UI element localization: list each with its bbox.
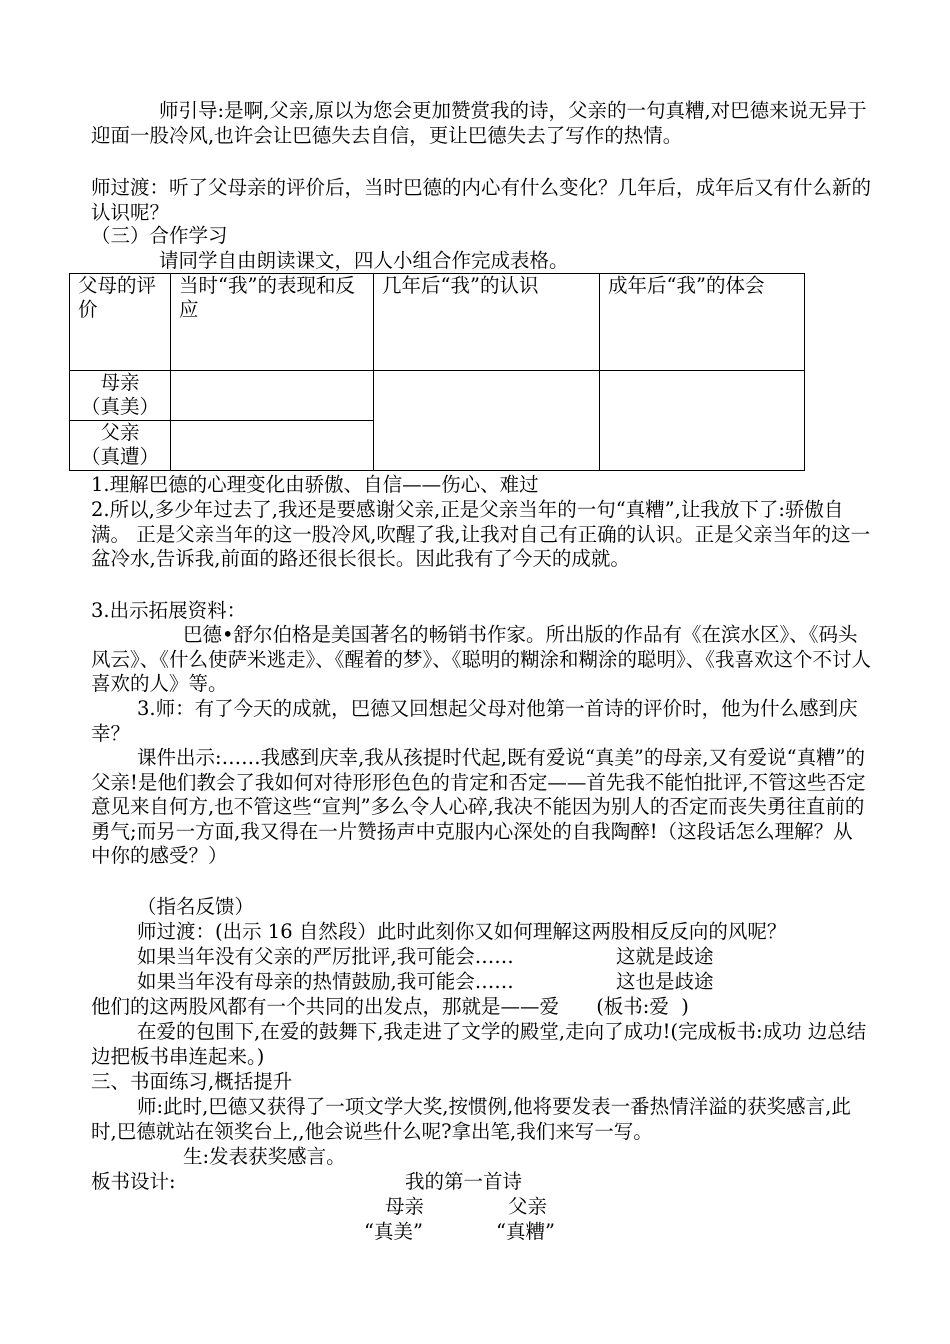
- board-title: 我的第一首诗: [405, 1170, 523, 1193]
- paragraph-point-1: 1.理解巴德的心理变化由骄傲、自信——伤心、难过: [91, 473, 539, 496]
- board-father: 父亲: [508, 1195, 548, 1218]
- board-mother: 母亲: [385, 1195, 425, 1218]
- row-label-line: 父亲: [100, 421, 140, 444]
- row-label-line: （真美）: [80, 395, 159, 418]
- text-wrong-path-2: 这也是歧途: [616, 970, 714, 993]
- table-row: [70, 371, 805, 421]
- paragraph-extension-material: 巴德•舒尔伯格是美国著名的畅销书作家。所出版的作品有《在滨水区》、《码头风云》、《什么使萨米逃走》、《醒着的梦》、《聪明的糊涂和糊涂的聪明》、《我喜欢这个不讨人喜欢的人》等。: [91, 623, 872, 695]
- row-label-line: 母亲: [100, 371, 140, 394]
- board-father-word: “真糟”: [496, 1220, 555, 1243]
- paragraph-student-task: 生:发表获奖感言。: [183, 1145, 346, 1168]
- row-label-line: （真遭）: [80, 445, 159, 468]
- table-cell: [600, 371, 805, 471]
- paragraph-teacher-question: 3.师：有了今天的成就，巴德又回想起父母对他第一首诗的评价时，他为什么感到庆幸？: [91, 697, 858, 745]
- paragraph-point-2: 2.所以,多少年过去了,我还是要感谢父亲,正是父亲当年的一句“真糟”,让我放下了:骄傲自满。 正是父亲当年的这一股冷风,吹醒了我,让我对自己有正确的认识。正是父亲当年的这一盆冷水,告诉我,前面的路还很长很长。因此我有了今天的成就。: [91, 498, 871, 570]
- paragraph-transition-2: 师过渡：(出示 16 自然段）此时此刻你又如何理解这两股相反反向的风呢？: [137, 920, 787, 943]
- paragraph-point-3: 3.出示拓展资料：: [91, 599, 247, 622]
- text-wrong-path-1: 这就是歧途: [616, 945, 714, 968]
- table-cell: [374, 371, 600, 471]
- table-cell: [171, 371, 374, 421]
- row-label-mother: [70, 371, 171, 421]
- section-heading-written-practice: 三、书面练习,概括提升: [91, 1070, 293, 1093]
- table-header-cell: 当时“我”的表现和反应: [171, 274, 374, 371]
- paragraph-love: 他们的这两股风都有一个共同的出发点，那就是——爱 (板书:爱 ): [91, 995, 689, 1018]
- paragraph-transition: 师过渡：听了父母亲的评价后，当时巴德的内心有什么变化？几年后，成年后又有什么新的认识呢？: [91, 176, 872, 224]
- board-label: 板书设计:: [91, 1170, 176, 1193]
- board-mother-word: “真美”: [364, 1220, 423, 1243]
- paragraph-feedback: （指名反馈）: [137, 895, 255, 918]
- paragraph-instruction: 请同学自由朗读课文，四人小组合作完成表格。: [159, 249, 569, 272]
- paragraph-success: 在爱的包围下,在爱的鼓舞下,我走进了文学的殿堂,走向了成功!(完成板书:成功 边总结边把板书串连起来。): [91, 1020, 867, 1068]
- table-header-cell: 几年后“我”的认识: [374, 274, 600, 371]
- paragraph-teacher-guide: 师引导:是啊,父亲,原以为您会更加赞赏我的诗，父亲的一句真糟,对巴德来说无异于迎面一股冷风,也许会让巴德失去自信，更让巴德失去了写作的热情。: [91, 99, 867, 147]
- table-header-row: [70, 274, 805, 371]
- table-header-cell: 成年后“我”的体会: [600, 274, 805, 371]
- text-if-no-father: 如果当年没有父亲的严厉批评,我可能会……: [137, 945, 514, 968]
- paragraph-award-speech: 师:此时,巴德又获得了一项文学大奖,按惯例,他将要发表一番热情洋溢的获奖感言,此时,巴德就站在领奖台上,,他会说些什么呢?拿出笔,我们来写一写。: [91, 1095, 851, 1143]
- table-cell: [171, 421, 374, 471]
- worksheet-table: [69, 273, 805, 471]
- text-if-no-mother: 如果当年没有母亲的热情鼓励,我可能会……: [137, 970, 514, 993]
- row-label-father: [70, 421, 171, 471]
- section-heading-cooperative: （三）合作学习: [91, 224, 228, 247]
- table-header-cell: 父母的评价: [70, 274, 171, 371]
- paragraph-courseware: 课件出示:……我感到庆幸,我从孩提时代起,既有爱说“真美”的母亲,又有爱说“真糟”的父亲!是他们教会了我如何对待形形色色的肯定和否定——首先我不能怕批评,不管这些否定意见来自何方,也不管这些“宣判”多么令人心碎,我决不能因为别人的否定而丧失勇往直前的勇气;而另一方面,我又得在一片赞扬声中克服内心深处的自我陶醉!（这段话怎么理解？从中你的感受？）: [91, 746, 866, 867]
